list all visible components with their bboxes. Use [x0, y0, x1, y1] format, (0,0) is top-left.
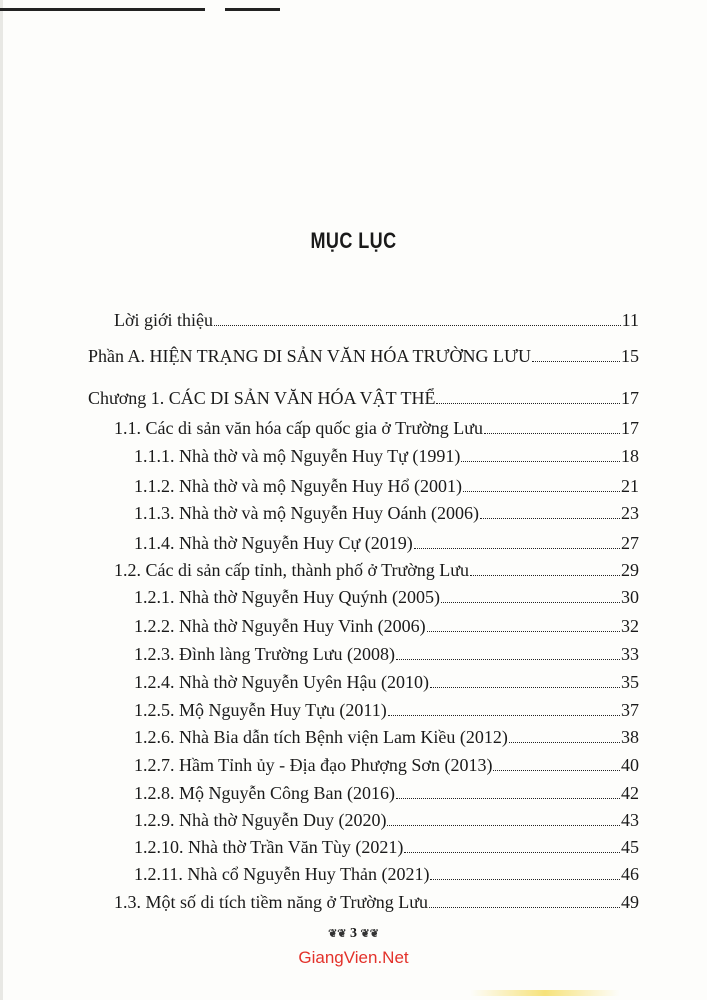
dot-leader	[441, 601, 620, 603]
toc-entry-label: 1.2.10. Nhà thờ Trần Văn Tùy (2021)	[134, 837, 404, 857]
toc-entry[interactable]	[134, 644, 639, 665]
top-rule	[225, 8, 280, 11]
toc-entry[interactable]	[114, 418, 639, 439]
dot-leader	[484, 432, 620, 434]
scan-artifact	[470, 990, 620, 996]
toc-entry[interactable]	[134, 503, 639, 524]
watermark: GiangVien.Net	[298, 948, 409, 967]
page-title: MỤC LỤC	[310, 228, 397, 253]
toc-entry-label: 1.1.3. Nhà thờ và mộ Nguyễn Huy Oánh (2006)	[134, 503, 479, 523]
toc-entry[interactable]	[134, 727, 639, 748]
toc-entry[interactable]	[134, 755, 639, 776]
toc-entry[interactable]	[134, 810, 639, 831]
dot-leader	[470, 574, 620, 576]
toc-entry-label: 1.2. Các di sản cấp tỉnh, thành phố ở Trường Lưu	[114, 560, 470, 580]
dot-leader	[436, 402, 620, 404]
toc-entry-label: 1.3. Một số di tích tiềm năng ở Trường Lưu	[114, 892, 429, 912]
dot-leader	[414, 547, 620, 549]
toc-entry-page: 40	[621, 755, 639, 775]
toc-entry-page: 15	[621, 346, 639, 366]
toc-entry-page: 18	[621, 446, 639, 466]
toc-entry-label: 1.2.3. Đình làng Trường Lưu (2008)	[134, 644, 396, 664]
toc-entry-page: 49	[621, 892, 639, 912]
dot-leader	[396, 797, 620, 799]
toc-entry-page: 42	[621, 783, 639, 803]
toc-entry-label: 1.2.11. Nhà cổ Nguyễn Huy Thản (2021)	[134, 864, 430, 884]
toc-entry-page: 27	[621, 533, 639, 553]
toc-entry-page: 23	[621, 503, 639, 523]
toc-entry-page: 38	[621, 727, 639, 747]
toc-entry-label: Phần A. HIỆN TRẠNG DI SẢN VĂN HÓA TRƯỜNG LƯU	[88, 346, 531, 366]
toc-entry-page: 30	[621, 587, 639, 607]
toc-entry-page: 33	[621, 644, 639, 664]
toc-entry[interactable]	[134, 616, 639, 637]
ornament-right-icon: ❦❦	[360, 928, 379, 940]
toc-entry-label: 1.1.2. Nhà thờ và mộ Nguyễn Huy Hổ (2001)	[134, 476, 462, 496]
toc-entry-label: 1.2.9. Nhà thờ Nguyễn Duy (2020)	[134, 810, 387, 830]
toc-entry[interactable]	[134, 864, 639, 885]
toc-entry-page: 17	[621, 388, 639, 408]
toc-entry-page: 32	[621, 616, 639, 636]
toc-entry[interactable]	[134, 587, 639, 608]
toc-entry-label: 1.2.4. Nhà thờ Nguyễn Uyên Hậu (2010)	[134, 672, 429, 692]
toc-entry-label: 1.2.2. Nhà thờ Nguyễn Huy Vinh (2006)	[134, 616, 426, 636]
toc-entry-page: 11	[621, 310, 639, 330]
toc-entry-page: 37	[621, 700, 639, 720]
toc-entry[interactable]	[114, 560, 639, 581]
toc-entry[interactable]	[114, 310, 639, 331]
toc-entry-page: 21	[621, 476, 639, 496]
dot-leader	[509, 741, 620, 743]
toc-entry-page: 17	[621, 418, 639, 438]
scan-edge	[0, 0, 3, 1000]
toc-entry-label: 1.1.4. Nhà thờ Nguyễn Huy Cự (2019)	[134, 533, 413, 553]
page-number	[0, 926, 707, 942]
toc-entry-page: 46	[621, 864, 639, 884]
dot-leader	[404, 851, 620, 853]
dot-leader	[532, 360, 620, 362]
toc-entry-page: 45	[621, 837, 639, 857]
ornament-left-icon: ❦❦	[328, 928, 347, 940]
toc-entry-label: Chương 1. CÁC DI SẢN VĂN HÓA VẬT THỂ	[88, 388, 436, 408]
dot-leader	[461, 460, 620, 462]
toc-entry-label: 1.2.5. Mộ Nguyễn Huy Tựu (2011)	[134, 700, 387, 720]
toc-entry-label: 1.2.8. Mộ Nguyễn Công Ban (2016)	[134, 783, 395, 803]
dot-leader	[429, 906, 620, 908]
toc-entry-label: Lời giới thiệu	[114, 310, 214, 330]
dot-leader	[430, 686, 620, 688]
dot-leader	[427, 630, 620, 632]
toc-entry-label: 1.2.1. Nhà thờ Nguyễn Huy Quýnh (2005)	[134, 587, 440, 607]
toc-entry[interactable]	[88, 388, 639, 409]
toc-entry-page: 35	[621, 672, 639, 692]
toc-entry[interactable]	[88, 346, 639, 367]
toc-entry-page: 29	[621, 560, 639, 580]
dot-leader	[493, 769, 620, 771]
toc-entry[interactable]	[114, 892, 639, 913]
page-number-value: 3	[350, 926, 357, 941]
toc-entry[interactable]	[134, 533, 639, 554]
toc-entry[interactable]	[134, 700, 639, 721]
toc-entry-label: 1.2.7. Hầm Tỉnh ủy - Địa đạo Phượng Sơn (2013)	[134, 755, 493, 775]
dot-leader	[430, 878, 620, 880]
toc-entry-label: 1.2.6. Nhà Bia dẫn tích Bệnh viện Lam Kiều (2012)	[134, 727, 508, 747]
toc-entry[interactable]	[134, 446, 639, 467]
dot-leader	[396, 658, 620, 660]
toc-entry[interactable]	[134, 672, 639, 693]
toc-entry[interactable]	[134, 783, 639, 804]
toc-entry-label: 1.1. Các di sản văn hóa cấp quốc gia ở Trường Lưu	[114, 418, 483, 438]
toc-entry[interactable]	[134, 476, 639, 497]
toc-entry-page: 43	[621, 810, 639, 830]
dot-leader	[214, 324, 621, 326]
top-rule	[0, 8, 205, 11]
dot-leader	[463, 490, 620, 492]
dot-leader	[480, 517, 620, 519]
dot-leader	[387, 824, 620, 826]
toc-entry[interactable]	[134, 837, 639, 858]
dot-leader	[388, 714, 620, 716]
toc-entry-label: 1.1.1. Nhà thờ và mộ Nguyễn Huy Tự (1991)	[134, 446, 461, 466]
